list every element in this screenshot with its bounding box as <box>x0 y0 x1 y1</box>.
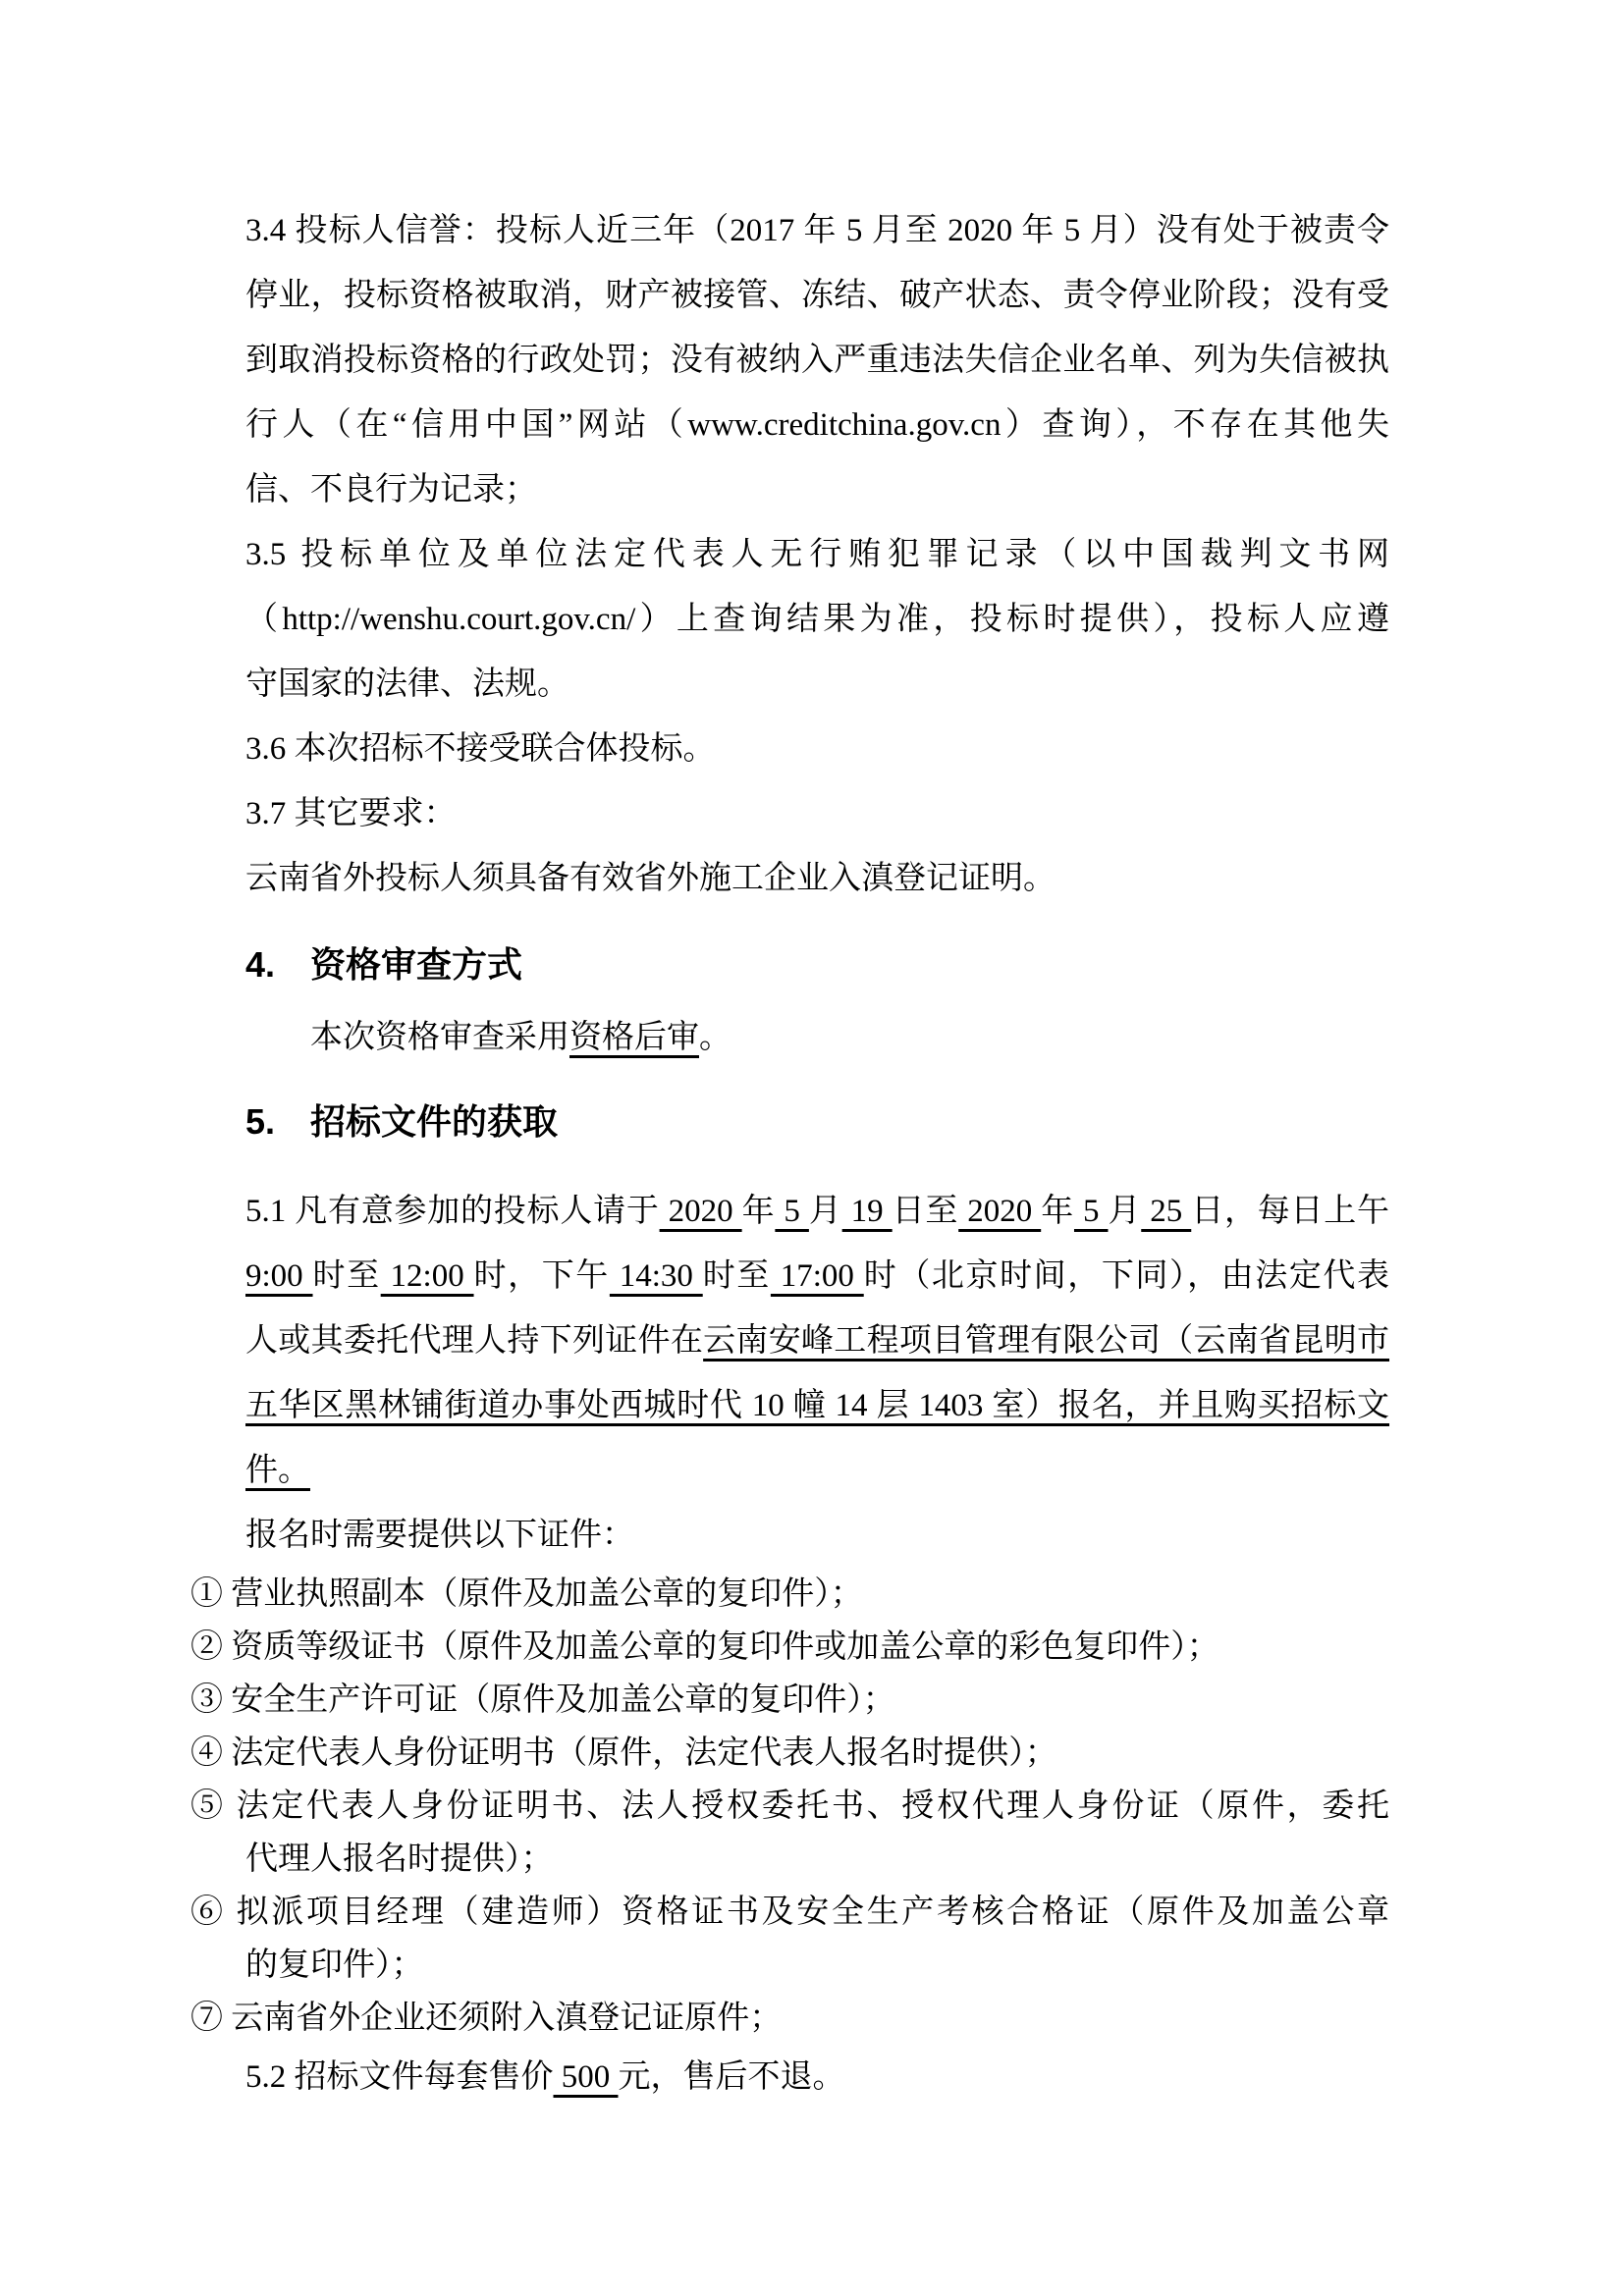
text-line: 守国家的法律、法规。 <box>245 667 569 702</box>
text-run: 月 <box>1108 1194 1142 1229</box>
text-line: ⑥ 拟派项目经理（建造师）资格证书及安全生产考核合格证（原件及加盖公章 <box>190 1895 1389 1930</box>
underlined-text: 5 <box>1073 1194 1109 1229</box>
underlined-text: 19 <box>841 1194 893 1229</box>
text-line: （http://wenshu.court.gov.cn/）上查询结果为准，投标时提供），投标人应遵 <box>245 602 1389 637</box>
text-run: 。 <box>699 1020 731 1055</box>
paragraph-3-7: 3.7 其它要求： <box>245 796 457 831</box>
underlined-text: 2020 <box>958 1194 1042 1229</box>
text-line: 代理人报名时提供）； <box>245 1842 554 1877</box>
text-line: ② 资质等级证书（原件及加盖公章的复印件或加盖公章的彩色复印件）； <box>190 1629 1219 1665</box>
text-line: 信、不良行为记录； <box>245 472 537 507</box>
text-run: 日，每日上午 <box>1191 1194 1390 1229</box>
underlined-text: 12:00 <box>380 1258 474 1294</box>
text-run: 时至 <box>312 1258 381 1294</box>
required-documents-list <box>190 1568 1389 2045</box>
heading-section-4: 4. 资格审查方式 <box>245 944 523 985</box>
underlined-text: 14:30 <box>609 1258 703 1294</box>
underlined-text: 500 <box>553 2059 619 2095</box>
paragraph-5-2 <box>245 2045 1389 2109</box>
text-run: 月 <box>808 1194 842 1229</box>
text-line: ⑤ 法定代表人身份证明书、法人授权委托书、授权代理人身份证（原件，委托 <box>190 1789 1389 1824</box>
registration-docs-intro: 报名时需要提供以下证件： <box>245 1518 634 1553</box>
text-line <box>245 1244 1389 1308</box>
paragraph-3-4 <box>245 198 1389 522</box>
text-line: ③ 安全生产许可证（原件及加盖公章的复印件）； <box>190 1682 895 1718</box>
text-line <box>245 1438 1389 1503</box>
heading-section-5: 5. 招标文件的获取 <box>245 1101 559 1142</box>
underlined-text: 25 <box>1141 1194 1192 1229</box>
text-run: 年 <box>741 1194 776 1229</box>
text-run: 本次资格审查采用 <box>310 1020 569 1055</box>
text-run: 时至 <box>702 1258 771 1294</box>
text-run: 时，下午 <box>473 1258 610 1294</box>
text-line: 3.5 投标单位及单位法定代表人无行贿犯罪记录（以中国裁判文书网 <box>245 537 1389 572</box>
underlined-text: 资格后审 <box>569 1020 699 1055</box>
text-line <box>245 1308 1389 1373</box>
text-line: 停业，投标资格被取消，财产被接管、冻结、破产状态、责令停业阶段；没有受 <box>245 278 1389 313</box>
underlined-text: 5 <box>775 1194 809 1229</box>
underlined-text: 17:00 <box>770 1258 864 1294</box>
underlined-text: 云南安峰工程项目管理有限公司（云南省昆明市 <box>703 1323 1390 1359</box>
text-line: ⑦ 云南省外企业还须附入滇登记证原件； <box>190 2001 783 2036</box>
paragraph-5-1 <box>245 1179 1389 1503</box>
text-line: 行人（在“信用中国”网站（www.creditchina.gov.cn）查询），不存在其他失 <box>245 407 1389 443</box>
text-run: 人或其委托代理人持下列证件在 <box>245 1323 704 1359</box>
text-line: ① 营业执照副本（原件及加盖公章的复印件）； <box>190 1576 863 1612</box>
text-run: 年 <box>1041 1194 1074 1229</box>
text-run: 5.2 招标文件每套售价 <box>245 2059 554 2095</box>
underlined-text: 9:00 <box>245 1258 313 1294</box>
text-run: 元，售后不退。 <box>618 2059 845 2095</box>
text-line <box>245 1179 1389 1244</box>
text-line: 3.4 投标人信誉：投标人近三年（2017 年 5 月至 2020 年 5 月）没有处于被责令 <box>245 213 1389 248</box>
underlined-text: 五华区黑林铺街道办事处西城时代 10 幢 14 层 1403 室）报名，并且购买招标文 <box>245 1388 1390 1423</box>
text-line: ④ 法定代表人身份证明书（原件，法定代表人报名时提供）； <box>190 1735 1057 1771</box>
paragraph-3-5 <box>245 522 1389 717</box>
text-line: 的复印件）； <box>245 1948 424 1983</box>
text-run: 日至 <box>892 1194 959 1229</box>
text-run: 5.1 凡有意参加的投标人请于 <box>245 1194 660 1229</box>
text-line: 到取消投标资格的行政处罚；没有被纳入严重违法失信企业名单、列为失信被执 <box>245 343 1389 378</box>
paragraph-3-7-note: 云南省外投标人须具备有效省外施工企业入滇登记证明。 <box>245 861 1056 896</box>
text-line <box>245 1373 1389 1438</box>
qualification-method-line <box>245 1005 1389 1070</box>
text-run: 时（北京时间，下同），由法定代表 <box>863 1258 1390 1294</box>
underlined-text: 2020 <box>659 1194 742 1229</box>
underlined-text: 件。 <box>245 1453 310 1488</box>
paragraph-3-6: 3.6 本次招标不接受联合体投标。 <box>245 731 716 767</box>
